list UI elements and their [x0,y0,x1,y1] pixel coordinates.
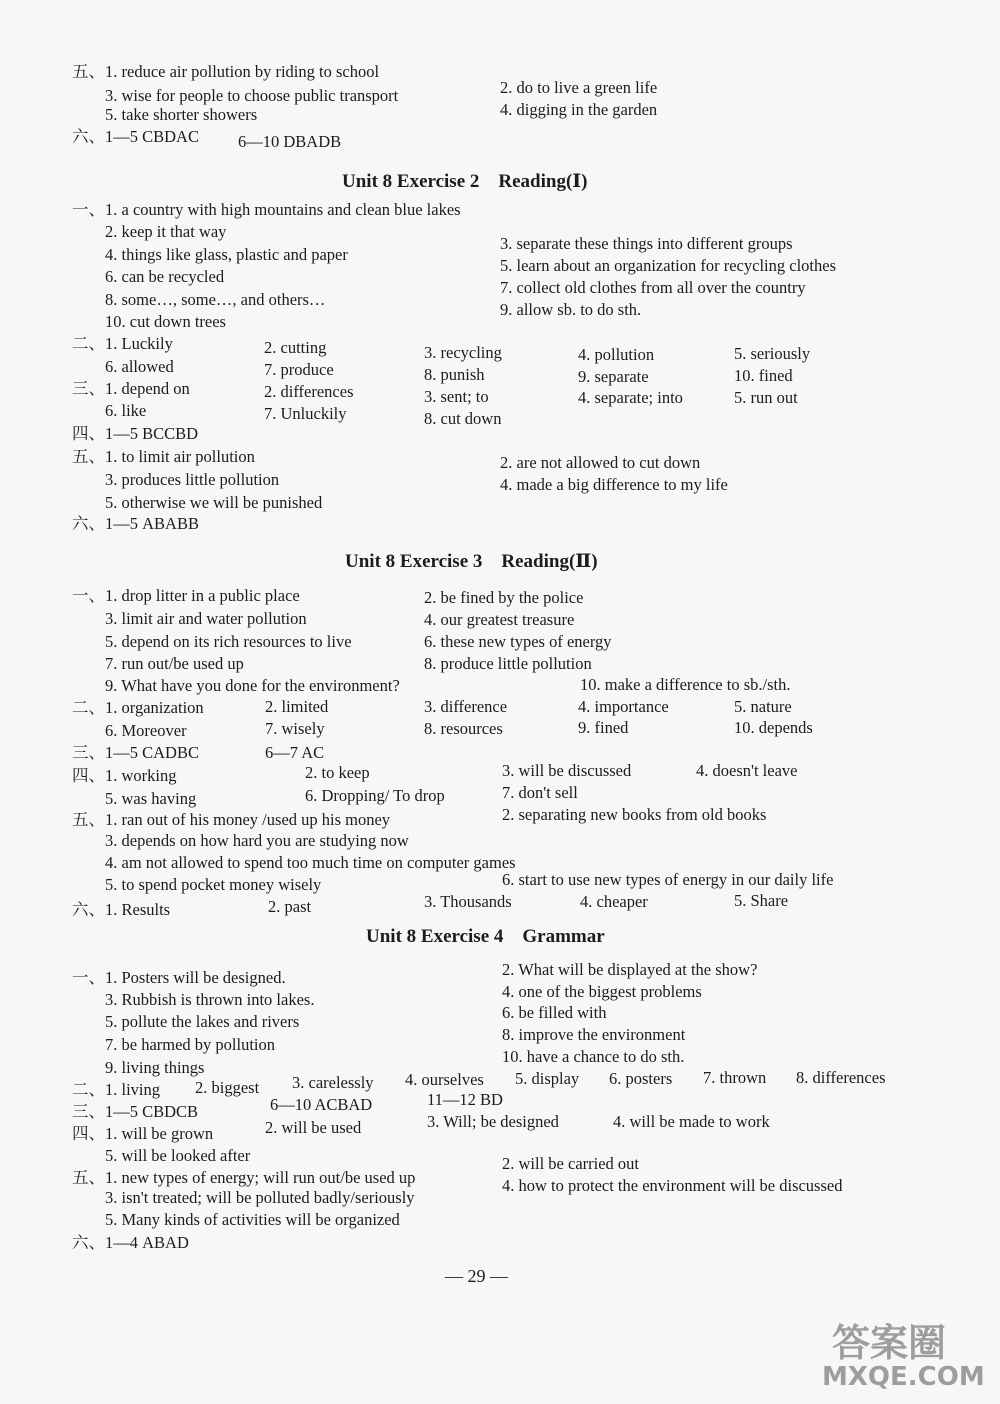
answer-line: 4. pollution [578,345,655,364]
answer-line: 3. sent; to [424,387,489,406]
answer-line: 6. Moreover [105,721,187,740]
answer-line: 4. made a big difference to my life [500,475,728,494]
answer-line: 三、1—5 CADBC [72,743,199,762]
answer-line: 3. separate these things into different groups [500,234,793,253]
answer-line: 4. ourselves [405,1070,484,1089]
answer-line: 4. one of the biggest problems [502,982,702,1001]
answer-line: 4. importance [578,697,669,716]
answer-line: 3. Rubbish is thrown into lakes. [105,990,315,1009]
answer-line: 2. limited [265,697,329,716]
answer-line: 2. cutting [264,338,327,357]
answer-line: 7. wisely [265,719,325,738]
answer-line: 6. start to use new types of energy in our daily life [502,870,834,889]
answer-line: 4. cheaper [580,892,648,911]
watermark-logo: 答案圈 [832,1321,947,1365]
answer-line: 2. to keep [305,763,370,782]
answer-line: 8. some…, some…, and others… [105,290,326,309]
answer-line: 8. cut down [424,409,502,428]
answer-line: 6. allowed [105,357,174,376]
answer-line: 5. otherwise we will be punished [105,493,323,512]
answer-line: 6. posters [609,1069,673,1088]
answer-line: 6. like [105,401,147,420]
answer-line: 2. biggest [195,1078,260,1097]
answer-line: 五、1. ran out of his money /used up his money [72,810,391,829]
answer-line: 5. was having [105,789,197,808]
answer-line: 6. Dropping/ To drop [305,786,445,805]
answer-line: 5. Many kinds of activities will be organized [105,1210,400,1229]
answer-line: 3. depends on how hard you are studying now [105,831,409,850]
answer-line: 10. make a difference to sb./sth. [580,675,791,694]
answer-line: 3. will be discussed [502,761,632,780]
answer-line: 四、1. will be grown [72,1124,214,1143]
answer-line: 7. collect old clothes from all over the country [500,278,806,297]
answer-line: 5. pollute the lakes and rivers [105,1012,300,1031]
answer-line: 4. separate; into [578,388,683,407]
answer-line: 3. Will; be designed [427,1112,559,1131]
answer-line: 六、1. Results [72,900,171,919]
answer-line: 四、1. working [72,766,177,785]
answer-line: 11—12 BD [427,1090,503,1109]
answer-line: 5. will be looked after [105,1146,251,1165]
answer-line: 2. will be carried out [502,1154,639,1173]
answer-line: 三、1—5 CBDCB [72,1102,199,1121]
answer-line: 5. seriously [734,344,811,363]
answer-line: 六、1—5 CBDAC [72,127,199,146]
answer-line: 4. how to protect the environment will be discussed [502,1176,843,1195]
answer-line: 六、1—4 ABAD [72,1233,189,1252]
answer-line: 7. be harmed by pollution [105,1035,276,1054]
answer-line: 二、1. Luckily [72,334,173,353]
answer-line: 4. doesn't leave [696,761,798,780]
answer-line: 五、1. reduce air pollution by riding to school [72,62,380,81]
answer-line: 7. run out/be used up [105,654,244,673]
answer-line: 9. separate [578,367,649,386]
answer-line: 6—7 AC [265,743,325,762]
answer-line: 2. do to live a green life [500,78,658,97]
answer-line: 3. wise for people to choose public transport [105,86,399,105]
answer-line: 3. recycling [424,343,502,362]
answer-line: 3. Thousands [424,892,512,911]
answer-line: 9. allow sb. to do sth. [500,300,642,319]
answer-line: 7. Unluckily [264,404,347,423]
answer-line: 7. produce [264,360,334,379]
answer-line: 6—10 DBADB [238,132,342,151]
answer-line: 9. fined [578,718,629,737]
page-number: — 29 — [445,1266,508,1286]
answer-line: 9. living things [105,1058,205,1077]
answer-line: 四、1—5 BCCBD [72,424,199,443]
section-title: Unit 8 Exercise 3 Reading(Ⅱ) [345,551,598,572]
answer-line: 8. punish [424,365,485,384]
answer-line: 9. What have you done for the environment? [105,676,400,695]
answer-line: 一、1. Posters will be designed. [72,968,286,987]
answer-line: 五、1. to limit air pollution [72,447,255,466]
answer-line: 6. these new types of energy [424,632,612,651]
answer-line: 10. fined [734,366,793,385]
answer-line: 7. don't sell [502,783,578,802]
answer-line: 二、1. organization [72,698,204,717]
answer-line: 3. produces little pollution [105,470,280,489]
answer-line: 五、1. new types of energy; will run out/be used up [72,1168,416,1187]
answer-line: 10. depends [734,718,813,737]
answer-line: 3. limit air and water pollution [105,609,307,628]
answer-line: 7. thrown [703,1068,767,1087]
answer-line: 4. things like glass, plastic and paper [105,245,348,264]
answer-line: 2. separating new books from old books [502,805,767,824]
answer-line: 4. am not allowed to spend too much time on computer games [105,853,516,872]
answer-line: 二、1. living [72,1080,161,1099]
answer-line: 10. cut down trees [105,312,226,331]
answer-line: 5. take shorter showers [105,105,258,124]
answer-line: 2. be fined by the police [424,588,584,607]
answer-line: 5. run out [734,388,798,407]
answer-line: 6—10 ACBAD [270,1095,373,1114]
answer-line: 5. nature [734,697,792,716]
answer-line: 8. resources [424,719,503,738]
answer-line: 8. improve the environment [502,1025,686,1044]
answer-line: 三、1. depend on [72,379,190,398]
answer-line: 3. carelessly [292,1073,374,1092]
answer-line: 5. to spend pocket money wisely [105,875,322,894]
answer-line: 2. will be used [265,1118,362,1137]
answer-line: 一、1. a country with high mountains and clean blue lakes [72,200,461,219]
answer-line: 6. can be recycled [105,267,225,286]
answer-line: 2. keep it that way [105,222,227,241]
answer-line: 10. have a chance to do sth. [502,1047,685,1066]
answer-line: 3. isn't treated; will be polluted badly/seriously [105,1188,415,1207]
answer-line: 4. digging in the garden [500,100,658,119]
answer-line: 5. display [515,1069,580,1088]
answer-line: 6. be filled with [502,1003,607,1022]
answer-line: 5. Share [734,891,789,910]
answer-line: 4. will be made to work [613,1112,770,1131]
answer-line: 2. are not allowed to cut down [500,453,701,472]
answer-line: 六、1—5 ABABB [72,514,199,533]
answer-line: 一、1. drop litter in a public place [72,586,300,605]
section-title: Unit 8 Exercise 4 Grammar [366,926,605,947]
answer-line: 4. our greatest treasure [424,610,575,629]
watermark-url: MXQE.COM [822,1362,985,1392]
answer-line: 2. past [268,897,312,916]
answer-line: 2. differences [264,382,354,401]
answer-line: 5. depend on its rich resources to live [105,632,352,651]
section-title: Unit 8 Exercise 2 Reading(Ⅰ) [342,171,588,192]
answer-line: 2. What will be displayed at the show? [502,960,758,979]
answer-line: 5. learn about an organization for recycling clothes [500,256,836,275]
answer-line: 8. produce little pollution [424,654,592,673]
answer-line: 8. differences [796,1068,886,1087]
answer-line: 3. difference [424,697,508,716]
